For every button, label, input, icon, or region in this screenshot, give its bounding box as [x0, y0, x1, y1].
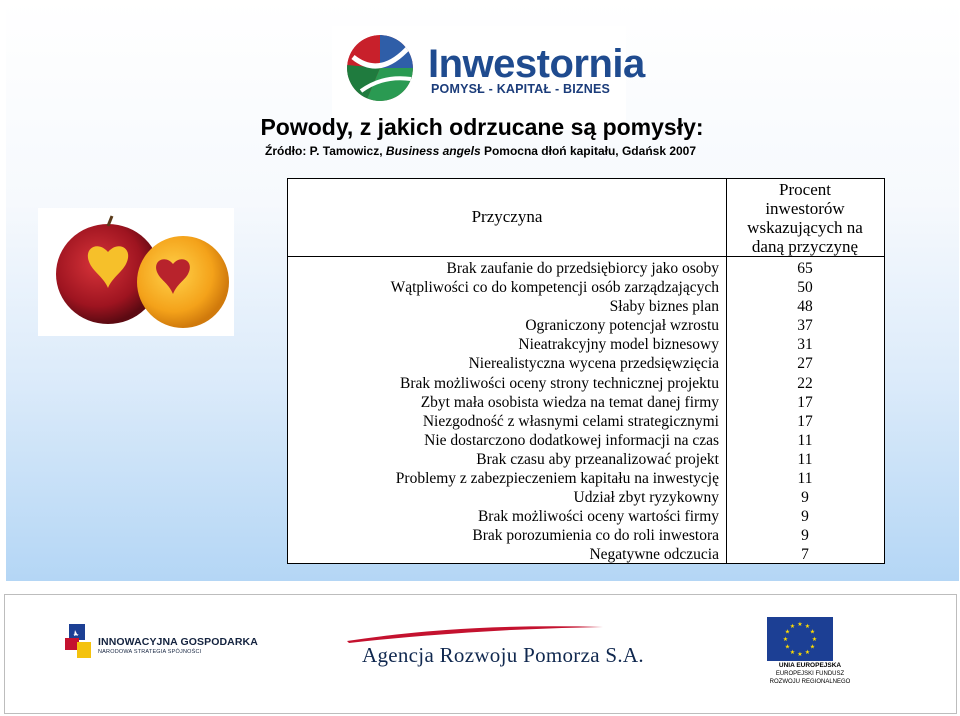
row-value: 11 — [797, 431, 813, 449]
ig-logo-text: INNOWACYJNA GOSPODARKA — [98, 636, 258, 648]
svg-text:★: ★ — [804, 623, 811, 630]
row-value: 9 — [801, 508, 809, 526]
table-row — [288, 297, 884, 316]
table-row — [288, 393, 884, 412]
row-reason: Słaby biznes plan — [609, 298, 719, 316]
svg-text:★: ★ — [809, 643, 816, 651]
eu-logo-title: UNIA EUROPEJSKA — [778, 662, 842, 669]
row-reason: Ograniczony potencjał wzrostu — [525, 317, 719, 335]
svg-text:★: ★ — [804, 649, 811, 656]
row-value: 27 — [797, 355, 813, 373]
row-reason: Nieatrakcyjny model biznesowy — [518, 336, 719, 354]
row-value: 31 — [797, 336, 813, 354]
table-body — [288, 259, 884, 565]
row-value: 48 — [797, 298, 813, 316]
table-row — [288, 354, 884, 373]
arp-logo-text: Agencja Rozwoju Pomorza S.A. — [362, 643, 644, 667]
table-row — [288, 335, 884, 354]
row-reason: Brak możliwości oceny wartości firmy — [477, 508, 719, 526]
inwestornia-logo-icon — [347, 35, 413, 101]
row-value: 17 — [797, 412, 813, 430]
eu-flag-icon — [767, 617, 833, 661]
row-value: 50 — [797, 279, 813, 297]
table-row — [288, 374, 884, 393]
svg-text:★: ★ — [789, 623, 796, 630]
apples-image — [38, 208, 234, 336]
row-reason: Wątpliwości co do kompetencji osób zarządzających — [390, 279, 719, 297]
svg-text:★: ★ — [784, 628, 791, 636]
page-title: Powody, z jakich odrzucane są pomysły: — [260, 114, 704, 140]
table-row — [288, 526, 884, 545]
source-citation: Źródło: P. Tamowicz, Business angels Pomocna dłoń kapitału, Gdańsk 2007 — [265, 144, 697, 158]
svg-text:★: ★ — [811, 636, 818, 643]
row-value: 7 — [801, 546, 809, 564]
header-reason: Przyczyna — [471, 207, 543, 226]
table-row — [288, 412, 884, 431]
row-value: 22 — [797, 374, 813, 392]
table-row — [288, 545, 884, 564]
arp-swoosh-icon — [345, 621, 605, 645]
svg-text:★: ★ — [789, 649, 796, 656]
row-reason: Brak możliwości oceny strony technicznej projektu — [400, 374, 719, 392]
row-reason: Zbyt mała osobista wiedza na temat danej firmy — [420, 393, 719, 411]
header-divider — [288, 256, 884, 257]
row-reason: Brak czasu aby przeanalizować projekt — [476, 450, 719, 468]
header-percent: Procent inwestorów wskazujących na daną przyczynę — [747, 180, 863, 256]
ig-logo-subtext: NARODOWA STRATEGIA SPÓJNOŚCI — [98, 649, 202, 655]
svg-text:★: ★ — [797, 651, 803, 658]
row-value: 9 — [801, 489, 809, 507]
row-value: 65 — [797, 260, 813, 277]
row-value: 9 — [801, 527, 809, 545]
eu-logo-subtext: EUROPEJSKI FUNDUSZ ROZWOJU REGIONALNEGO — [769, 671, 851, 685]
svg-text:★: ★ — [797, 621, 803, 628]
row-reason: Nierealistyczna wycena przedsięwzięcia — [468, 355, 719, 373]
table-row — [288, 278, 884, 297]
reasons-table — [287, 178, 885, 564]
table-row — [288, 259, 884, 278]
svg-text:★: ★ — [784, 643, 791, 651]
row-reason: Niezgodność z własnymi celami strategicznymi — [422, 412, 719, 430]
logo-wordmark: Inwestornia — [428, 42, 645, 86]
row-reason: Negatywne odczucia — [589, 546, 719, 564]
innowacyjna-gospodarka-logo-icon — [65, 624, 93, 662]
row-value: 17 — [797, 393, 813, 411]
table-row — [288, 469, 884, 488]
svg-text:★: ★ — [782, 636, 789, 643]
table-row — [288, 316, 884, 335]
table-row — [288, 507, 884, 526]
row-reason: Brak porozumienia co do roli inwestora — [472, 527, 719, 545]
logo-tagline: POMYSŁ - KAPITAŁ - BIZNES — [431, 82, 611, 96]
row-value: 11 — [797, 470, 813, 488]
row-reason: Udział zbyt ryzykowny — [573, 489, 719, 507]
row-reason: Nie dostarczono dodatkowej informacji na czas — [424, 431, 719, 449]
row-value: 37 — [797, 317, 813, 335]
table-row — [288, 488, 884, 507]
row-reason: Problemy z zabezpieczeniem kapitału na inwestycję — [395, 470, 719, 488]
table-row — [288, 450, 884, 469]
table-row — [288, 431, 884, 450]
svg-text:★: ★ — [809, 628, 816, 636]
row-reason: Brak zaufanie do przedsiębiorcy jako osoby — [446, 260, 719, 277]
apples-illustration — [38, 208, 234, 336]
row-value: 11 — [797, 450, 813, 468]
